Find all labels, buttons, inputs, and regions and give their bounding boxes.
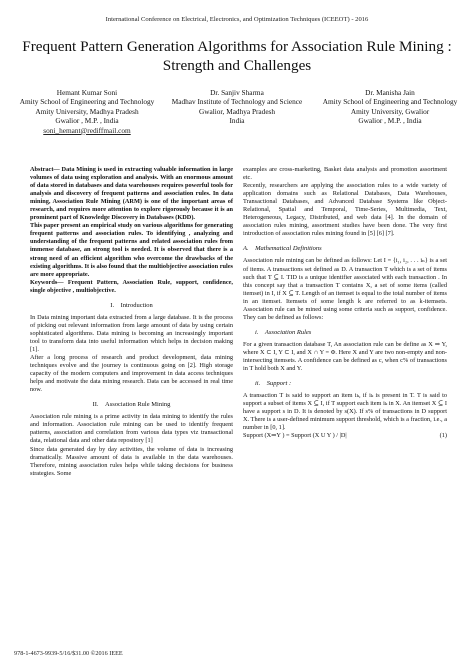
author-3	[318, 88, 462, 126]
paragraph: In Data mining important data extracted from a large database. It is the process of picking out relevant information from large amount of data by using certain sophisticated algorithms. Data mining is becoming an increasingly important tool to transform data into useful information which helps in decision making [1].	[30, 313, 233, 353]
right-column	[243, 166, 447, 440]
left-column	[30, 166, 233, 478]
paragraph: A transaction T is said to support an item iₖ, if iₖ is present in T. T is said to support a subset of items X ⊆ I, if T support each item iₖ in X. An itemset X ⊆ I have a support s in D. It is denoted by s(X). If s% of transactions in D support X. There is a user-defined minimum support threshold, which is a fraction, i.e., a number in [0, 1].	[243, 392, 447, 432]
paragraph: Since data generated day by day activities, the volume of data is increasing dramatically. Massive amount of data is available in the data warehouses. Therefore, mining association rules helps while taking decisions for business strategies. Some	[30, 445, 233, 477]
abstract: Abstract— Data Mining is used in extracting valuable information in large volumes of data using exploration and analysis. With an enormous amount of data stored in databases and data warehouses requires powerful tools for analysis and discovery of frequent patterns and association rules. In data mining, Association Rule Mining (ARM) is one of the important areas of research, and requires more attention to explore rigorously because it is an prominent part of Knowledge Discovery in Databases (KDD).	[30, 166, 233, 222]
author-affiliation: Amity University, Madhya Pradesh	[35, 106, 139, 116]
author-affiliation: Amity University, Gwalior	[350, 106, 430, 116]
copyright-footer: 978-1-4673-9939-5/16/$31.00 ©2016 IEEE	[14, 650, 123, 657]
author-affiliation: Gwalior , M.P. , India	[55, 116, 119, 126]
author-affiliation: India	[229, 116, 245, 126]
author-2	[170, 88, 304, 126]
author-affiliation: Amity School of Engineering and Technology	[19, 97, 155, 107]
author-affiliation: Gwalior, Madhya Pradesh	[198, 106, 276, 116]
section-heading-association-rule-mining: II. Association Rule Mining	[92, 401, 171, 409]
paragraph: For a given transaction database T, An association rule can be define as X ⇒ Y, where X ⊂ I, Y ⊂ I, and X ∩ Y = Φ. Here X and Y are two non-empty and non-intersecting itemsets. A confidence can be defined as c, when c% of transactions in T hold both X and Y.	[243, 340, 447, 373]
paragraph: examples are cross-marketing, Basket data analysis and promotion assortment etc.	[243, 166, 447, 182]
paragraph: Association rule mining is a prime activity in data mining to identify the rules and information. Association rule mining can be used to identify frequent patterns, association and correlation from various data types viz transactional data, relational data and other data repository [1]	[30, 413, 233, 445]
abstract-continued: This paper present an empirical study on various algorithms for generating frequent patterns and association rules. To identifying , analyzing and understanding of the frequent patterns and related association rules from immense database, an strong tool is needed. It is observed that there is a strong need of an efficient algorithm who overcome the drawbacks of the existing algorithms. It is also found that the multiobjective association rules are more appropriate.	[30, 222, 233, 278]
subsubsection-heading-association-rules: i. Association Rules	[255, 328, 312, 336]
author-affiliation: Gwalior , M.P. , India	[358, 116, 422, 126]
author-email-link[interactable]: soni_hemant@rediffmail.com	[43, 125, 131, 135]
paragraph: Association rule mining can be defined as follows: Let I = {i₁, i₂, . . . iₙ} is a set of items. A transactions set defined as D. A transaction T which is a set of items such that T ⊆ I. TID is a unique identifier associated with each transaction . In this concept say that a transaction T contains X, a set of some items (called itemset) in I, if X ⊆ T. Length of an itemset is equal to the total number of items in an itemset. Itemsets of some length k are referred to as k-itemsets. Association rule can be mined using some criteria such as support, confidence. They can be defined as follows:	[243, 257, 447, 321]
conference-header: International Conference on Electrical, Electronics, and Optimization Techniques (ICEEOT) - 2016	[105, 16, 369, 23]
paragraph: Recently, researchers are applying the association rules to a wide variety of application domains such as Relational Databases, Data Warehouses, Transactional Databases, and Advanced Database Systems like Object-Relational, Spatial and Temporal, Time-Series, Multimedia, Text, Heterogeneous, Legacy, Distributed, and web data [4]. In the domain of association rules mining, assortment studies have been done. The very first introduction of association rules mining found in [5] [6] [7].	[243, 182, 447, 238]
subsection-heading-mathematical-definitions: A. Mathematical Definitions	[243, 245, 322, 253]
paragraph: After a long process of research and product development, data mining techniques evolve and the journey is continuous going on [2]. High storage capacity of the modern computers and improvement in data access techniques helps and motivate the data mining research. Data can be accessed in real time now.	[30, 354, 233, 394]
author-1	[14, 88, 160, 135]
equation-text: Support (X⇒Y ) = Support (X U Y ) / |D|	[243, 432, 347, 440]
keywords: Keywords— Frequent Pattern, Association Rule, support, confidence, single objective , multiobjective.	[30, 278, 233, 294]
paper-title: Frequent Pattern Generation Algorithms for Association Rule Mining : Strength and Challenges	[22, 38, 452, 74]
author-affiliation: Madhav Institute of Technology and Science	[171, 97, 303, 107]
section-heading-introduction: I. Introduction	[110, 301, 153, 309]
equation-number: (1)	[439, 432, 447, 440]
author-affiliation: Amity School of Engineering and Technology	[322, 97, 458, 107]
author-name: Hemant Kumar Soni	[56, 88, 118, 97]
author-name: Dr. Sanjiv Sharma	[210, 88, 264, 97]
author-name: Dr. Manisha Jain	[365, 88, 415, 97]
subsubsection-heading-support: ii. Support :	[255, 380, 292, 388]
equation-1	[243, 432, 447, 440]
